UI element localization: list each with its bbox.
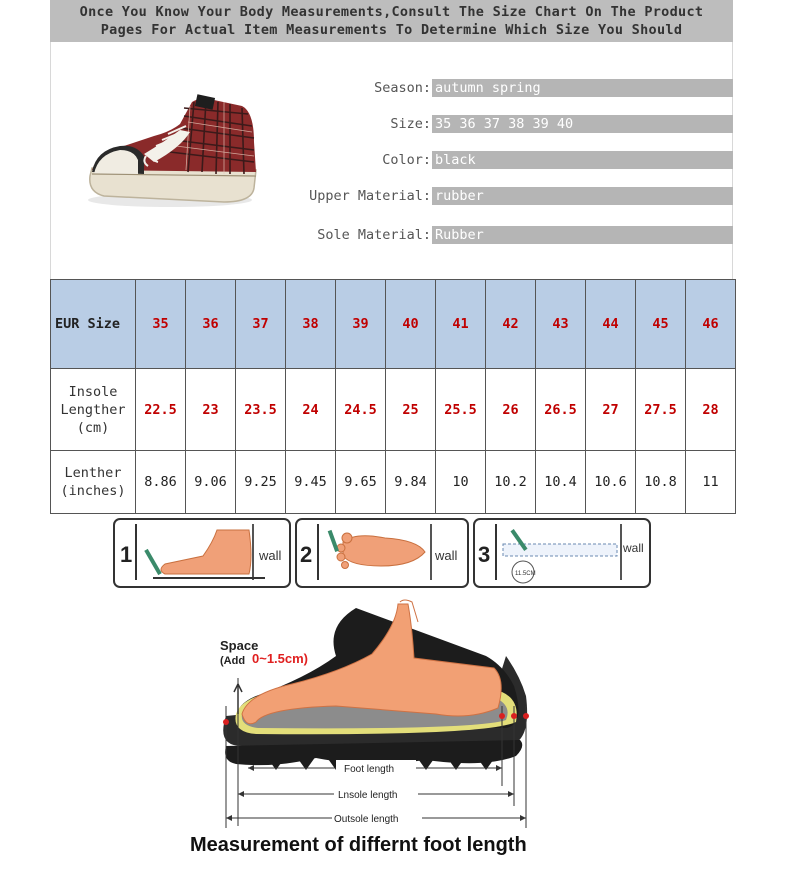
table-cell: 36: [186, 280, 236, 369]
step-1-number: 1: [120, 542, 133, 567]
step-1-panel: [114, 519, 290, 587]
size-chart-table: [50, 279, 736, 514]
table-cell: 10: [436, 451, 486, 514]
table-cell: 24: [286, 369, 336, 451]
spec-value-sole-material: Rubber: [432, 226, 733, 244]
spec-value-color: black: [432, 151, 733, 169]
add-label: (Add: [220, 655, 246, 667]
table-cell: 10.6: [586, 451, 636, 514]
step-3-ruler-label: 11.5CM: [515, 571, 536, 577]
table-cell: 24.5: [336, 369, 386, 451]
spec-label-color: Color:: [382, 152, 431, 168]
spec-row-upper-material: [220, 186, 733, 206]
table-cell: 25.5: [436, 369, 486, 451]
table-cell: 9.84: [386, 451, 436, 514]
eur-size-header: EUR Size: [51, 280, 136, 369]
spec-label-season: Season:: [374, 80, 431, 96]
top-banner: [50, 0, 733, 42]
step-2-panel: [296, 519, 468, 587]
left-border: [50, 42, 51, 279]
measuring-steps: [113, 518, 653, 590]
table-row-eur-size: [51, 280, 736, 369]
spec-label-sole-material: Sole Material:: [317, 227, 431, 243]
spec-label-size: Size:: [390, 116, 431, 132]
spec-row-sole-material: [220, 225, 733, 245]
table-row-insole-cm: [51, 369, 736, 451]
inches-header: Lenther (inches): [51, 451, 136, 514]
table-cell: 42: [486, 280, 536, 369]
table-cell: 23.5: [236, 369, 286, 451]
table-cell: 10.4: [536, 451, 586, 514]
table-cell: 10.2: [486, 451, 536, 514]
spec-value-upper-material: rubber: [432, 187, 733, 205]
spec-row-size: [220, 114, 733, 134]
add-range-label: 0~1.5cm): [252, 651, 309, 666]
spec-value-size: 35 36 37 38 39 40: [432, 115, 733, 133]
step-3-wall-label: wall: [623, 541, 644, 555]
table-cell: 40: [386, 280, 436, 369]
banner-line-1: Once You Know Your Body Measurements,Consult The Size Chart On The Product: [79, 4, 704, 20]
step-2-wall-label: wall: [435, 548, 458, 563]
table-cell: 10.8: [636, 451, 686, 514]
spec-row-color: [220, 150, 733, 170]
table-cell: 46: [686, 280, 736, 369]
table-cell: 38: [286, 280, 336, 369]
spec-label-upper-material: Upper Material:: [309, 188, 431, 204]
foot-length-diagram: [186, 596, 566, 866]
banner-line-2: Pages For Actual Item Measurements To Determine Which Size You Should: [100, 22, 683, 38]
step-3-panel: [474, 519, 650, 587]
table-cell: 37: [236, 280, 286, 369]
table-cell: 23: [186, 369, 236, 451]
step-1-wall-label: wall: [259, 548, 282, 563]
table-cell: 28: [686, 369, 736, 451]
table-cell: 26.5: [536, 369, 586, 451]
table-cell: 11: [686, 451, 736, 514]
step-2-number: 2: [300, 542, 313, 567]
table-cell: 9.65: [336, 451, 386, 514]
table-cell: 27: [586, 369, 636, 451]
insole-length-header: Insole Lengther (cm): [51, 369, 136, 451]
diagram-caption: Measurement of differnt foot length: [190, 834, 527, 856]
insole-length-label: Lnsole length: [338, 790, 398, 801]
table-cell: 8.86: [136, 451, 186, 514]
foot-length-label: Foot length: [344, 764, 395, 775]
table-cell: 25: [386, 369, 436, 451]
table-cell: 41: [436, 280, 486, 369]
step-3-number: 3: [478, 542, 491, 567]
table-row-inches: [51, 451, 736, 514]
table-cell: 26: [486, 369, 536, 451]
table-cell: 9.45: [286, 451, 336, 514]
table-cell: 27.5: [636, 369, 686, 451]
table-cell: 45: [636, 280, 686, 369]
table-cell: 35: [136, 280, 186, 369]
table-cell: 22.5: [136, 369, 186, 451]
outsole-length-label: Outsole length: [334, 814, 399, 825]
table-cell: 44: [586, 280, 636, 369]
table-cell: 39: [336, 280, 386, 369]
table-cell: 9.06: [186, 451, 236, 514]
table-cell: 9.25: [236, 451, 286, 514]
spec-row-season: [220, 78, 733, 98]
table-cell: 43: [536, 280, 586, 369]
space-label: Space: [220, 638, 259, 653]
spec-value-season: autumn spring: [432, 79, 733, 97]
